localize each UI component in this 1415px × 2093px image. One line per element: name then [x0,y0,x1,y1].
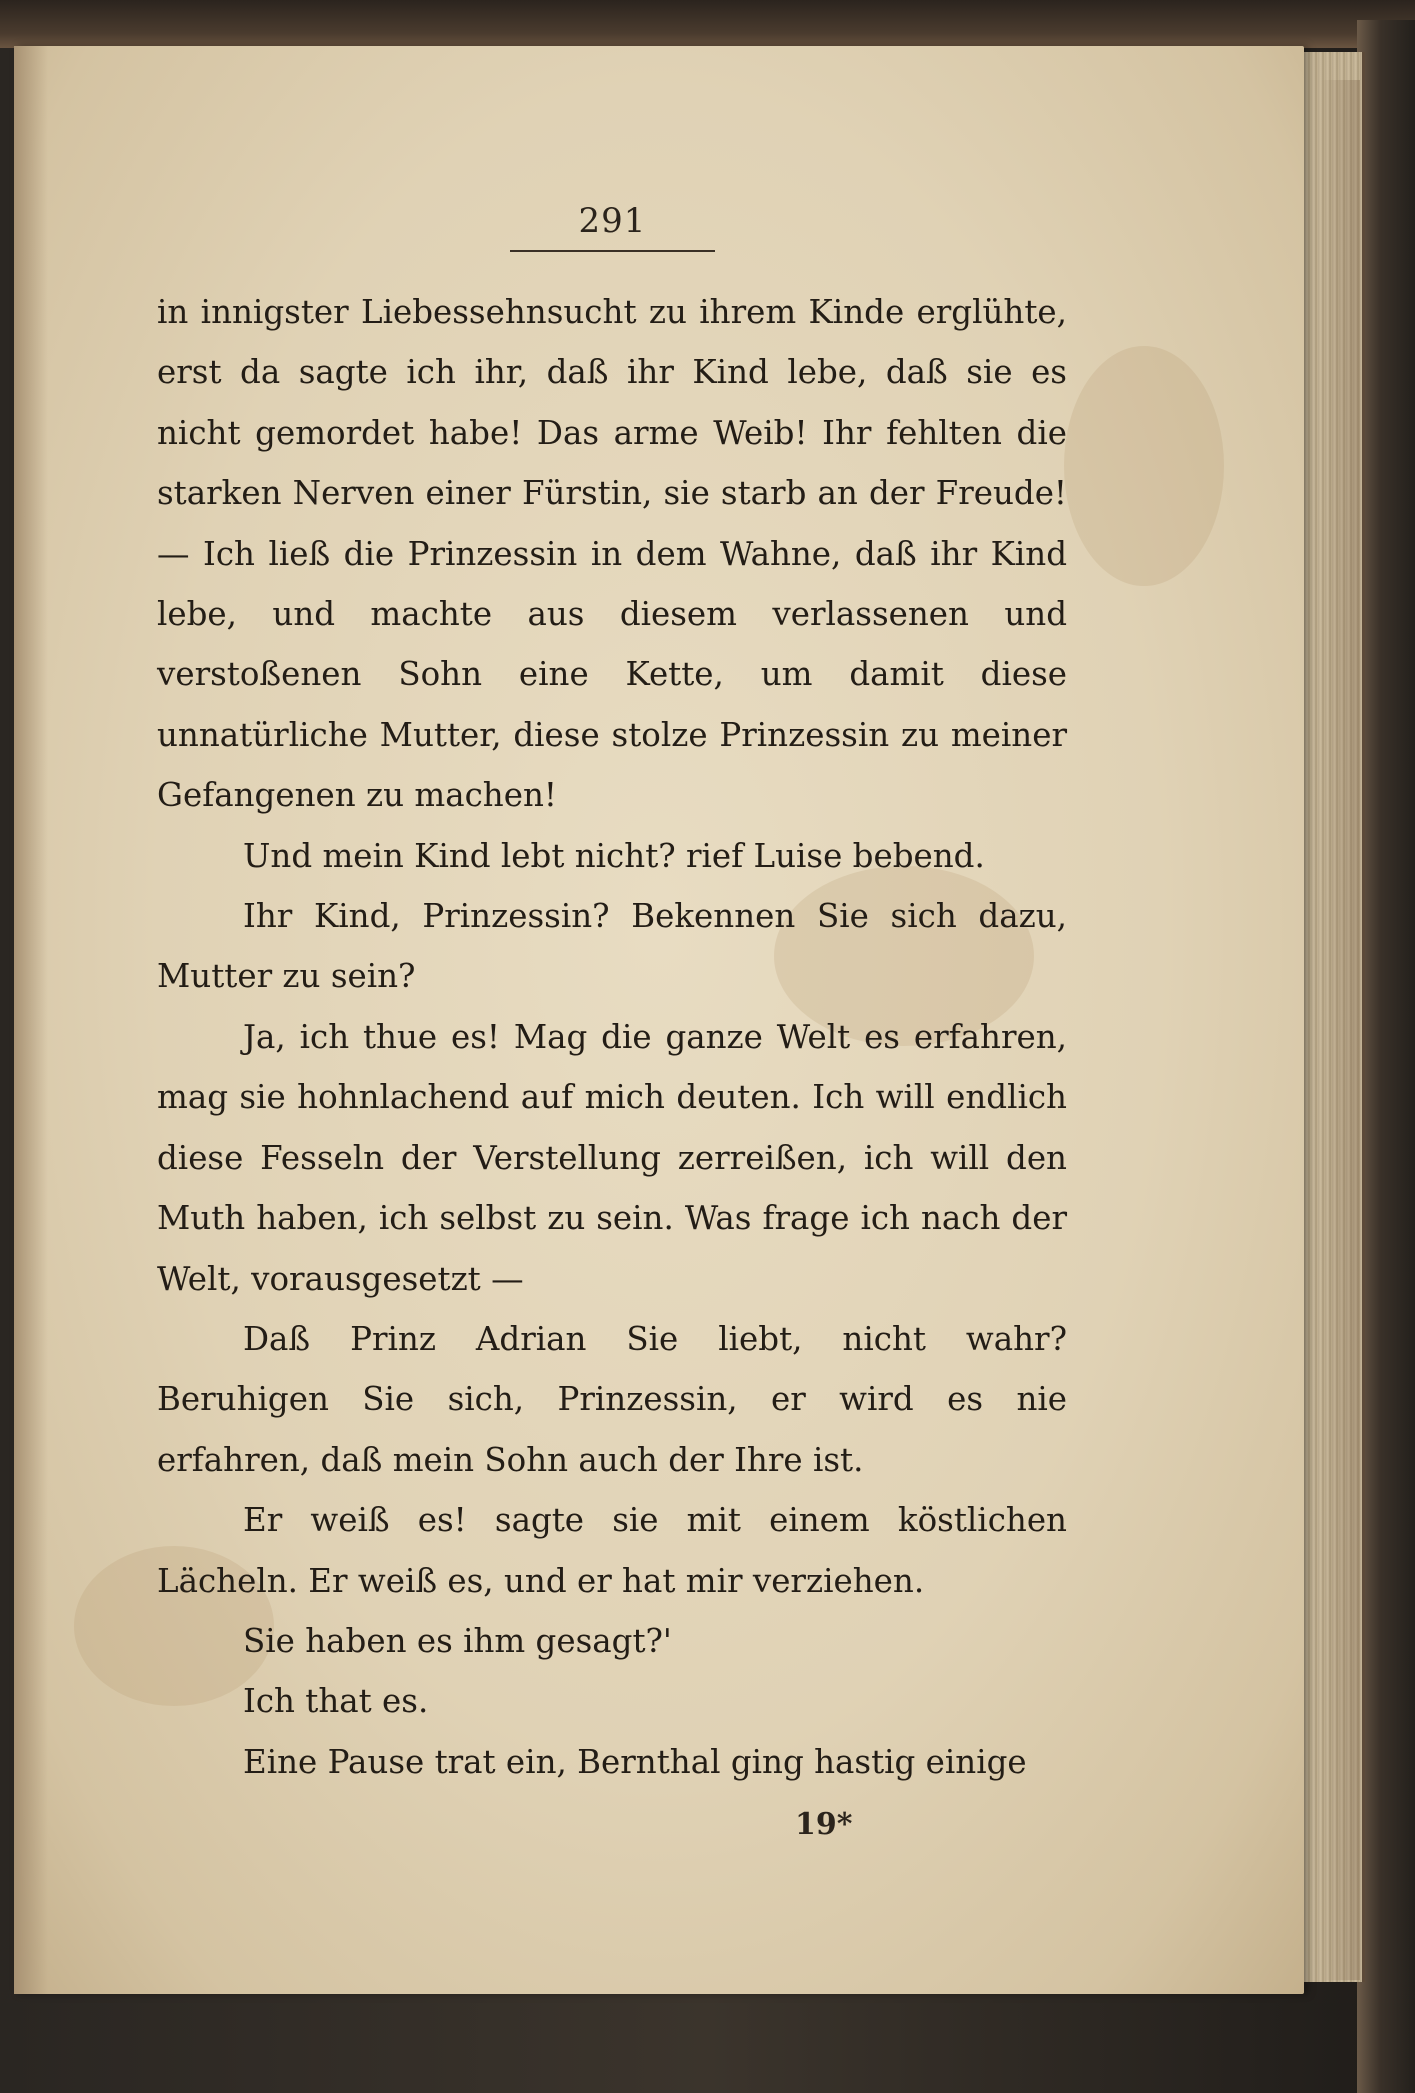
body-text [157,282,1067,1792]
paragraph: Daß Prinz Adrian Sie liebt, nicht wahr? Beruhigen Sie sich, Prinzessin, er wird es nie erfahren, daß mein Sohn auch der Ihre ist. [157,1319,1067,1479]
book-cover-top [0,0,1415,48]
paragraph: in innigster Liebessehnsucht zu ihrem Kinde erglühte, erst da sagte ich ihr, daß ihr Kind lebe, daß sie es nicht gemordet habe! Das arme Weib! Ihr fehlten die starken Nerven einer Fürstin, sie starb an der Freude! — Ich ließ die Prinzessin in dem Wahne, daß ihr Kind lebe, und machte aus diesem verlassenen und verstoßenen Sohn eine Kette, um damit diese unnatürliche Mutter, diese stolze Prinzessin zu meiner Gefangenen zu machen! [157,293,1067,815]
book-cover-right [1357,20,1415,2093]
page-header [510,198,715,252]
page-edges-shadow [1320,80,1360,1980]
paragraph: Ich that es. [243,1682,429,1721]
page-number: 291 [578,201,647,241]
page-gutter [14,46,48,1994]
paragraph: Ihr Kind, Prinzessin? Bekennen Sie sich dazu, Mutter zu sein? [157,897,1067,996]
header-rule [510,250,715,252]
paragraph: Eine Pause trat ein, Bernthal ging hastig einige [243,1742,1027,1781]
paragraph: Sie haben es ihm gesagt?' [243,1621,672,1660]
paragraph: Er weiß es! sagte sie mit einem köstlichen Lächeln. Er weiß es, und er hat mir verziehen. [157,1501,1067,1600]
paragraph: Und mein Kind lebt nicht? rief Luise bebend. [243,836,985,875]
signature-mark: 19* [795,1807,853,1842]
paragraph: Ja, ich thue es! Mag die ganze Welt es erfahren, mag sie hohnlachend auf mich deuten. Ich will endlich diese Fesseln der Verstellung zerreißen, ich will den Muth haben, ich selbst zu sein. Was frage ich nach der Welt, vorausgesetzt — [157,1017,1067,1298]
paper-stain [1064,346,1224,586]
